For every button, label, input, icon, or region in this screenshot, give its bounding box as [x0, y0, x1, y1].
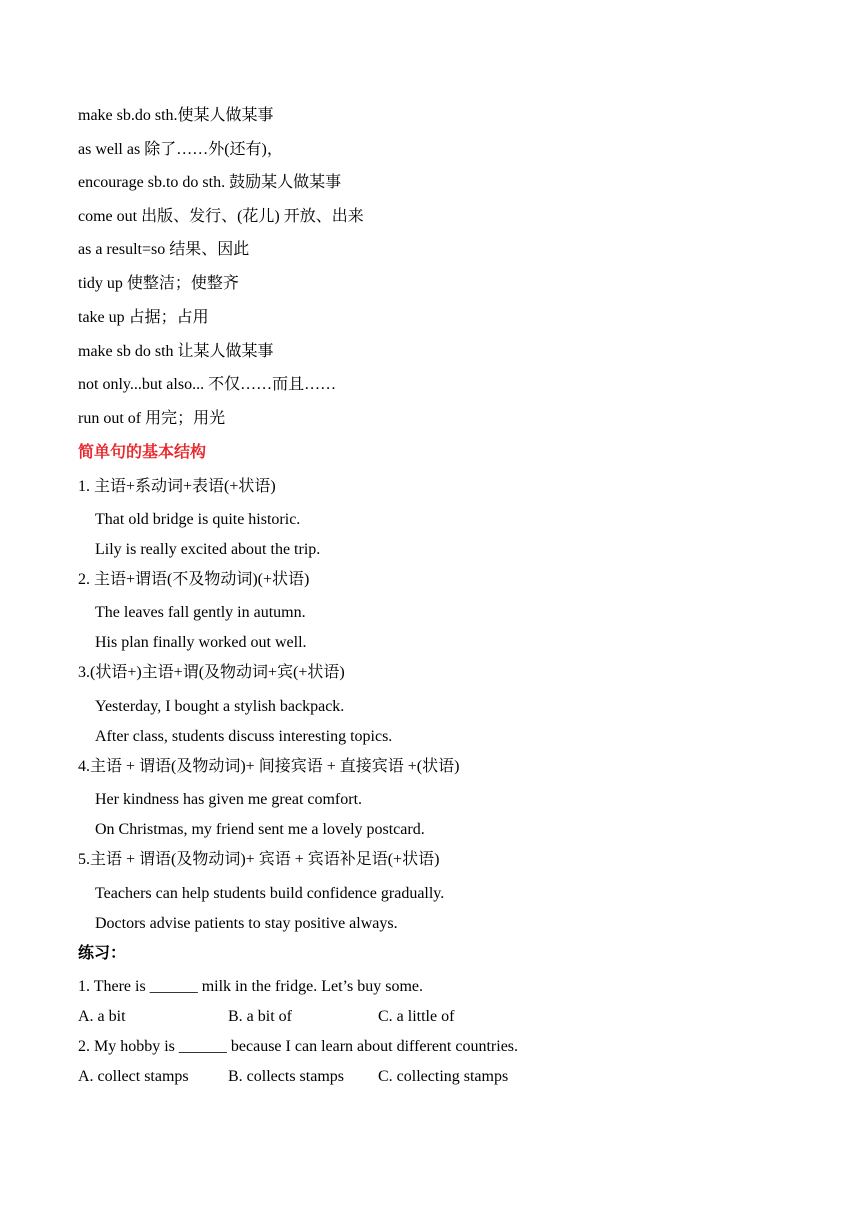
phrase-line: come out 出版、发行、(花儿) 开放、出来	[78, 208, 364, 225]
section-heading-practice: 练习：	[78, 945, 127, 962]
example-sentence: Doctors advise patients to stay positive always.	[95, 915, 398, 932]
answer-option: C. collecting stamps	[378, 1068, 509, 1085]
phrase-line: encourage sb.to do sth. 鼓励某人做某事	[78, 174, 342, 191]
answer-option: A. a bit	[78, 1008, 126, 1025]
structure-title: 2. 主语+谓语(不及物动词)(+状语)	[78, 571, 310, 588]
answer-option: B. a bit of	[228, 1008, 292, 1025]
example-sentence: On Christmas, my friend sent me a lovely postcard.	[95, 821, 425, 838]
example-sentence: Her kindness has given me great comfort.	[95, 791, 363, 808]
phrase-line: tidy up 使整洁；使整齐	[78, 275, 239, 292]
example-sentence: Teachers can help students build confidence gradually.	[95, 885, 445, 902]
phrase-line: make sb.do sth.使某人做某事	[78, 107, 274, 124]
structure-title: 5.主语 + 谓语(及物动词)+ 宾语 + 宾语补足语(+状语)	[78, 851, 440, 868]
phrase-line: take up 占据；占用	[78, 309, 209, 326]
question-stem: 2. My hobby is ______ because I can learn about different countries.	[78, 1038, 519, 1055]
phrase-line: as well as 除了……外(还有)，	[78, 141, 283, 158]
phrase-line: run out of 用完；用光	[78, 410, 226, 427]
answer-option: C. a little of	[378, 1008, 455, 1025]
answer-option: B. collects stamps	[228, 1068, 344, 1085]
example-sentence: That old bridge is quite historic.	[95, 511, 301, 528]
example-sentence: His plan finally worked out well.	[95, 634, 307, 651]
example-sentence: Lily is really excited about the trip.	[95, 541, 321, 558]
phrase-line: not only...but also... 不仅……而且……	[78, 376, 337, 393]
example-sentence: Yesterday, I bought a stylish backpack.	[95, 698, 345, 715]
structure-title: 4.主语 + 谓语(及物动词)+ 间接宾语 + 直接宾语 +(状语)	[78, 758, 460, 775]
structure-title: 1. 主语+系动词+表语(+状语)	[78, 478, 276, 495]
example-sentence: After class, students discuss interesting topics.	[95, 728, 393, 745]
answer-option: A. collect stamps	[78, 1068, 189, 1085]
example-sentence: The leaves fall gently in autumn.	[95, 604, 306, 621]
phrase-line: as a result=so 结果、因此	[78, 241, 250, 258]
question-stem: 1. There is ______ milk in the fridge. Let’s buy some.	[78, 978, 423, 995]
phrase-line: make sb do sth 让某人做某事	[78, 343, 274, 360]
section-heading-structure: 简单句的基本结构	[78, 444, 207, 461]
structure-title: 3.(状语+)主语+谓(及物动词+宾(+状语)	[78, 664, 345, 681]
